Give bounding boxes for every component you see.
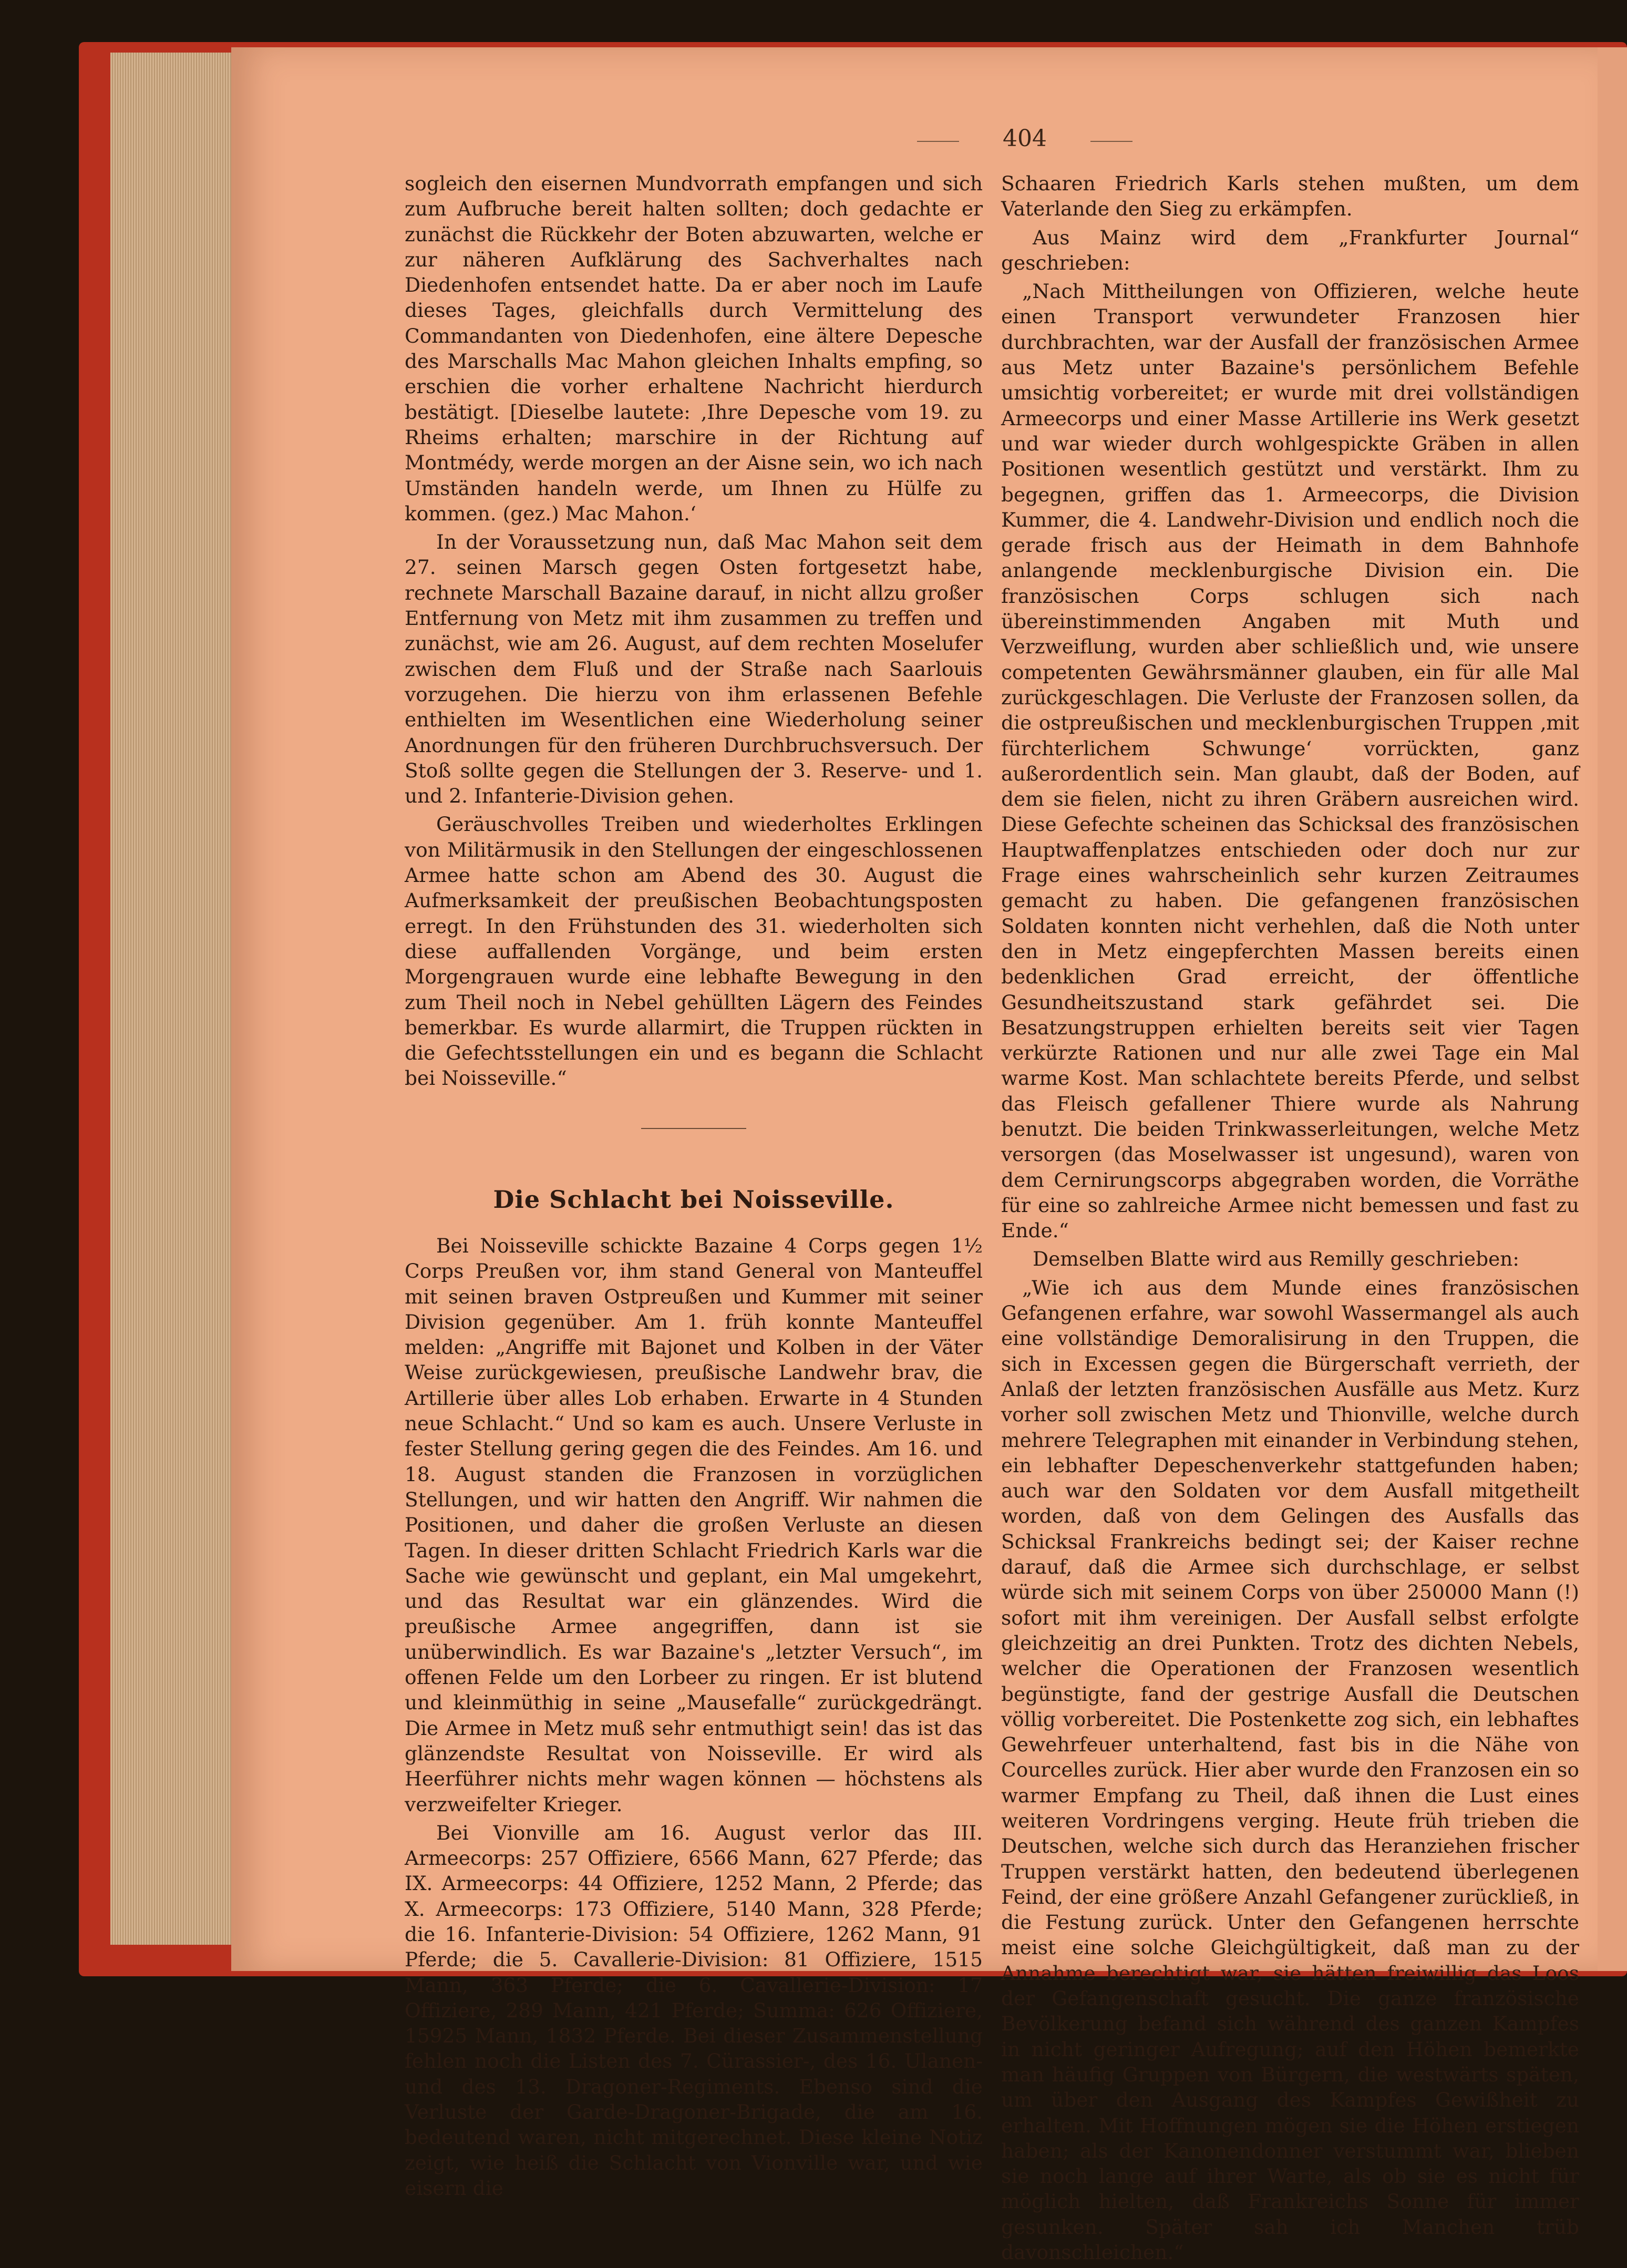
header-rule-right xyxy=(1090,141,1132,142)
paragraph: Bei Noisseville schickte Bazaine 4 Corps gegen 1½ Corps Preußen vor, ihm stand General von Manteuffel mit seinen braven Ostpreußen und Kummer mit seiner Division gegenüber. Am 1. früh konnte Manteuffel melden: „Angriffe mit Bajonet und Kolben in der Väter Weise zurückgewiesen, preußische Landwehr brav, die Artillerie über alles Lob erhaben. Erwarte in 4 Stunden neue Schlacht.“ Und so kam es auch. Unsere Verluste in fester Stellung gering gegen die des Feindes. Am 16. und 18. August standen die Franzosen in vorzüglichen Stellungen, und wir hatten den Angriff. Wir nahmen die Positionen, und daher die großen Verluste an diesen Tagen. In dieser dritten Schlacht Friedrich Karls war die Sache wie gewünscht und geplant, ein Mal umgekehrt, und das Resultat war ein glänzendes. Wird die preußische Armee angegriffen, dann ist sie unüberwindlich. Es war Bazaine's „letzter Versuch“, im offenen Felde um den Lorbeer zu ringen. Er ist blutend und kleinmüthig in seine „Mausefalle“ zurückgedrängt. Die Armee in Metz muß sehr entmuthigt sein! das ist das glänzendste Resultat von Noisseville. Er wird als Heerführer nichts mehr wagen können — höchstens als verzweifelter Krieger. xyxy=(405,1234,983,1816)
paragraph: Aus Mainz wird dem „Frankfurter Journal“ geschrieben: xyxy=(1001,225,1579,274)
paragraph: „Nach Mittheilungen von Offizieren, welche heute einen Transport verwundeter Franzosen hier durchbrachten, war der Ausfall der französischen Armee aus Metz unter Bazaine's persönlichem Befehle umsichtig vorbereitet; er wurde mit drei vollständigen Armeecorps und einer Masse Artillerie ins Werk gesetzt und war wieder durch wohlgespickte Gräben in allen Positionen wesentlich gestützt und verstärkt. Ihm zu begegnen, griffen das 1. Armeecorps, die Division Kummer, die 4. Landwehr-Division und endlich noch die gerade frisch aus der Heimath in dem Bahnhofe anlangende mecklenburgische Division ein. Die französischen Corps schlugen sich nach übereinstimmenden Angaben mit Muth und Verzweiflung, wurden aber schließlich und, wie unsere competenten Gewährsmänner glauben, ein für alle Mal zurückgeschlagen. Die Verluste der Franzosen sollen, da die ostpreußischen und mecklenburgischen Truppen ‚mit fürchterlichem Schwunge‘ vorrückten, ganz außerordentlich sein. Man glaubt, daß der Boden, auf dem sie fielen, nicht zu ihren Gräbern ausreichen wird. Diese Gefechte scheinen das Schicksal des französischen Hauptwaffenplatzes entschieden oder doch nur zur Frage eines wahrscheinlich sehr kurzen Zeitraumes gemacht zu haben. Die gefangenen französischen Soldaten konnten nicht verhehlen, daß die Noth unter den in Metz eingepferchten Massen bereits einen bedenklichen Grad erreicht, der öffentliche Gesundheitszustand stark gefährdet sei. Die Besatzungstruppen erhielten bereits seit vier Tagen verkürzte Rationen und nur alle zwei Tage ein Mal warme Kost. Man schlachtete bereits Pferde, und selbst das Fleisch gefallener Thiere wurde als Nahrung benutzt. Die beiden Trinkwasserleitungen, welche Metz versorgen (das Moselwasser ist ungesund), waren von dem Cernirungscorps abgegraben worden, die Vorräthe für eine so zahlreiche Armee nicht bemessen und fast zu Ende.“ xyxy=(1001,280,1579,1243)
page-number: 404 xyxy=(1003,125,1047,152)
section-divider xyxy=(641,1128,746,1129)
paragraph: Schaaren Friedrich Karls stehen mußten, um dem Vaterlande den Sieg zu erkämpfen. xyxy=(1001,172,1579,221)
paragraph: In der Voraussetzung nun, daß Mac Mahon seit dem 27. seinen Marsch gegen Osten fortgesetzt habe, rechnete Marschall Bazaine darauf, in nicht allzu großer Entfernung von Metz mit ihm zusammen zu treffen und zunächst, wie am 26. August, auf dem rechten Moselufer zwischen dem Fluß und der Straße nach Saarlouis vorzugehen. Die hierzu von ihm erlassenen Befehle enthielten im Wesentlichen eine Wiederholung seiner Anordnungen für den früheren Durchbruchsversuch. Der Stoß sollte gegen die Stellungen der 3. Reserve- und 1. und 2. Infanterie-Division gehen. xyxy=(405,530,983,808)
paragraph: Geräuschvolles Treiben und wiederholtes Erklingen von Militärmusik in den Stellungen der eingeschlossenen Armee hatte schon am Abend des 30. August die Aufmerksamkeit der preußischen Beobachtungsposten erregt. In den Frühstunden des 31. wiederholten sich diese auffallenden Vorgänge, und beim ersten Morgengrauen wurde eine lebhafte Bewegung in den zum Theil noch in Nebel gehüllten Lägern des Feindes bemerkbar. Es wurde allarmirt, die Truppen rückten in die Gefechtsstellungen ein und es begann die Schlacht bei Noisseville.“ xyxy=(405,813,983,1090)
next-page-edge xyxy=(1598,47,1627,1971)
paragraph: Bei Vionville am 16. August verlor das III. Armeecorps: 257 Offiziere, 6566 Mann, 627 Pferde; das IX. Armeecorps: 44 Offiziere, 1252 Mann, 2 Pferde; das X. Armeecorps: 173 Offiziere, 5140 Mann, 328 Pferde; die 16. Infanterie-Division: 54 Offiziere, 1262 Mann, 91 Pferde; die 5. Cavallerie-Division: 81 Offiziere, 1515 Mann, 363 Pferde; die 6. Cavallerie-Division: 17 Offiziere, 289 Mann, 421 Pferde; Summa: 626 Offiziere, 15925 Mann, 1832 Pferde. Bei dieser Zusammenstellung fehlen noch die Listen des 7. Cürassier-, des 16. Ulanen- und des 13. Dragoner-Regiments. Ebenso sind die Verluste der Garde-Dragoner-Brigade, die am 16. bedeutend waren, nicht mitgerechnet. Diese kleine Notiz zeigt, wie heiß die Schlacht von Vionville war, und wie eisern die xyxy=(405,1821,983,2200)
right-column xyxy=(1001,171,1579,2268)
paragraph: „Wie ich aus dem Munde eines französischen Gefangenen erfahre, war sowohl Wassermangel als auch eine vollständige Demoralisirung in den Truppen, die sich in Excessen gegen die Bürgerschaft verrieth, der Anlaß der letzten französischen Ausfälle aus Metz. Kurz vorher soll zwischen Metz und Thionville, welche durch mehrere Telegraphen mit einander in Verbindung stehen, ein lebhafter Depeschenverkehr stattgefunden haben; auch war den Soldaten vor dem Ausfall mitgetheilt worden, daß von dem Gelingen des Ausfalls das Schicksal Frankreichs bedingt sei; der Kaiser rechne darauf, daß die Armee sich durchschlage, er selbst würde sich mit seinem Corps von über 250000 Mann (!) sofort mit ihm vereinigen. Der Ausfall selbst erfolgte gleichzeitig an drei Punkten. Trotz des dichten Nebels, welcher die Operationen der Franzosen wesentlich begünstigte, fand der gestrige Ausfall die Deutschen völlig vorbereitet. Die Postenkette zog sich, ein lebhaftes Gewehrfeuer unterhaltend, fast bis in die Nähe von Courcelles zurück. Hier aber wurde den Franzosen ein so warmer Empfang zu Theil, daß ihnen die Lust eines weiteren Vordringens verging. Heute früh trieben die Deutschen, welche sich durch das Heranziehen frischer Truppen verstärkt hatten, den bedeutend überlegenen Feind, der eine größere Anzahl Gefangener zurückließ, in die Festung zurück. Unter den Gefangenen herrschte meist eine solche Gleichgültigkeit, daß man zu der Annahme berechtigt war, sie hätten freiwillig das Loos der Gefangenschaft gesucht. Die ganze französische Bevölkerung befand sich während des ganzen Kampfes in nicht geringer Aufregung; auf den Höhen bemerkte man häufig Gruppen von Bürgern, die westwärts späten, um über den Ausgang des Kampfes Gewißheit zu erhalten. Mit Hoffnungen mögen sie die Höhen erstiegen haben; als der Kanonendonner verstummt war, blieben sie noch lange auf ihrer Warte, als ob sie es nicht für möglich hielten, daß Frankreichs Sonne für immer gesunken. Später sah ich Manchen trüb davonschleichen.“ xyxy=(1001,1276,1579,2264)
section-heading: Die Schlacht bei Noisseville. xyxy=(493,1185,894,1214)
left-column xyxy=(405,171,983,2204)
paragraph: Demselben Blatte wird aus Remilly geschrieben: xyxy=(1033,1247,1520,1271)
page-edges xyxy=(110,53,236,1945)
paragraph: sogleich den eisernen Mundvorrath empfangen und sich zum Aufbruche bereit halten sollten; doch gedachte er zunächst die Rückkehr der Boten abzuwarten, welche er zur näheren Aufklärung des Sachverhaltes nach Diedenhofen entsendet hatte. Da er aber noch im Laufe dieses Tages, gleichfalls durch Vermittelung des Commandanten von Diedenhofen, eine ältere Depesche des Marschalls Mac Mahon gleichen Inhalts empfing, so erschien die vorher erhaltene Nachricht hierdurch bestätigt. [Dieselbe lautete: ‚Ihre Depesche vom 19. zu Rheims erhalten; marschire in der Richtung auf Montmédy, werde morgen an der Aisne sein, wo ich nach Umständen handeln werde, um Ihnen zu Hülfe zu kommen. (gez.) Mac Mahon.‘ xyxy=(405,172,983,525)
